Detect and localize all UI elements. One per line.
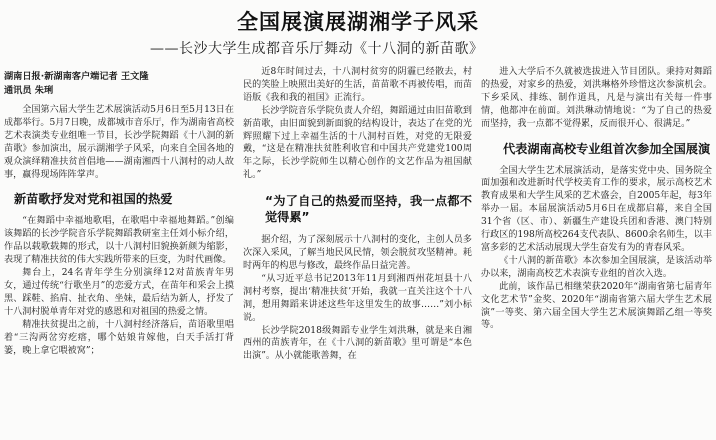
byline [4,70,234,98]
paragraph: 长沙学院2018级舞蹈专业学生刘洪琳，就是来自湘西州的苗族青年，在《十八洞的新苗歌》里可谓是“本色出演”。从小就能歌善舞，在 [243,325,472,362]
byline-correspondent: 通讯员 朱琍 [4,85,54,96]
paragraph: 全国第六届大学生艺术展演活动5月6日至5月13日在成都举行。5月7日晚，成都城市音乐厅，作为湖南省高校艺术表演类专业组唯一节目，长沙学院舞蹈《十八洞的新苗歌》参加演出，展示湖湘学子风采，向来自全国各地的观众演绎精准扶贫首倡地——湖南湘西十八洞村的动人故事，赢得现场阵阵掌声。 [4,105,234,180]
subheadline: ——长沙大学生成都音乐厅舞动《十八洞的新苗歌》 [150,41,484,57]
paragraph: 此前，该作品已相继荣获2020年“湖南省第七届青年文化艺术节”金奖、2020年“湖南省第六届大学生艺术展演”一等奖、第六届全国大学生艺术展演舞蹈乙组一等奖等。 [481,281,712,331]
article-column-1 [4,66,234,357]
byline-reporter: 湖南日报·新湖南客户端记者 王文隆 [4,71,149,82]
paragraph: 长沙学院音乐学院负责人介绍，舞蹈通过由旧苗歌到新苗歌，由旧面貌到新面貌的结构设计，表达了在党的光辉照耀下过上幸福生活的十八洞村百姓，对党的无限爱戴，“这是在精准扶贫胜利收官和中国共产党建党100周年之际，长沙学院师生以精心创作的文艺作品为祖国献礼。” [243,105,472,181]
section-heading: 新苗歌抒发对党和祖国的热爱 [14,192,173,207]
paragraph: “在舞蹈中幸福地歌唱，在歌唱中幸福地舞蹈。”创编该舞蹈的长沙学院音乐学院舞蹈教研室主任刘小标介绍，作品以载歌载舞的形式，以十八洞村旧貌换新颜为缩影，表现了精准扶贫的伟大实践所带来的巨变，为时代画像。 [4,216,234,266]
paragraph: 精准扶贫提出之前，十八洞村经济落后，苗语歌里唱着“三沟两岔穷疙瘩，哪个姑娘肯嫁他，白天手活打背篓，晚上拿它喂被窝”； [4,319,234,356]
paragraph: 进入大学后不久就被选拔进入节目团队。秉持对舞蹈的热爱，对家乡的热爱，刘洪琳格外珍惜这次参演机会。下乡采风、排练、制作道具，凡是与演出有关每一件事情，他都冲在前面。刘洪琳动情地说：“为了自己的热爱而坚持，我一点都不觉得累，反而很开心、很满足。” [481,67,712,129]
paragraph: “从习近平总书记2013年11月到湘西州花垣县十八洞村考察，提出‘精准扶贫’开始，我就一直关注这个十八洞，想用舞蹈来讲述这些年这里发生的故事……”刘小标说。 [243,273,472,323]
article-column-3 [481,66,712,332]
section-heading: 代表湖南高校专业组首次参加全国展演 [503,141,711,156]
article-column-2 [243,66,472,363]
section-heading: “为了自己的热爱而坚持，我一点都不觉得累” [265,194,472,225]
paragraph: 舞台上，24名青年学生分别演绎12对苗族青年男女，通过传统“行歌坐月”的恋爱方式，在苗年和采会上摸黑、踩鞋、掐肩、扯衣角、坐妹，最后结为新人，抒发了十八洞村脱单青年对党的感恩和对祖国的热爱之情。 [4,268,234,317]
paragraph: 《十八洞的新苗歌》本次参加全国展演，是该活动举办以来，湖南高校艺术表演专业组的首次入选。 [481,255,712,279]
headline: 全国展演展湖湘学子风采 [237,10,479,34]
paragraph: 全国大学生艺术展演活动，是落实党中央、国务院全面加强和改进新时代学校美育工作的要求，展示高校艺术教育成果和大学生风采的艺术盛会，自2005年起，每3年举办一届。本届展演活动5月6日在成都启幕，来自全国31个省（区、市）、新疆生产建设兵团和香港、澳门特别行政区的198所高校264支代表队、8600余名师生，以丰富多彩的艺术活动展现大学生奋发有为的青春风采。 [481,165,712,253]
paragraph: 据介绍，为了深刻展示十八洞村的变化，主创人员多次深入采风，了解当地民风民情，领会脱贫攻坚精神。耗时两年的构思与修改，最终作品日益完善。 [243,235,472,271]
paragraph: 近8年时间过去，十八洞村贫穷的阴霾已经散去，村民的笑脸上映照出美好的生活，苗苗歌不再被传唱，而苗语版《我和我的祖国》正流行。 [243,67,472,103]
